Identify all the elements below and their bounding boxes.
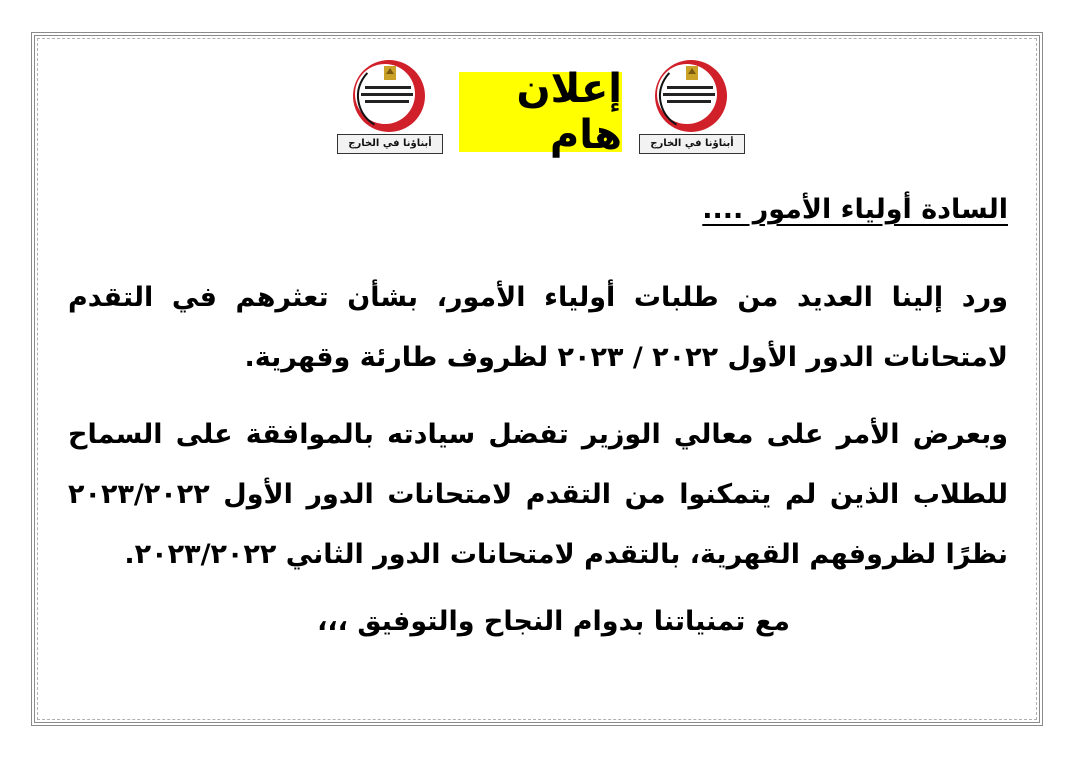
announcement-title: إعلان هام xyxy=(459,72,622,152)
paragraph-1-line: لامتحانات الدور الأول ٢٠٢٢ / ٢٠٢٣ لظروف طارئة وقهرية. xyxy=(244,342,1008,373)
paragraph-2-line: وبعرض الأمر على معالي الوزير تفضل سيادته بالموافقة على السماح xyxy=(68,419,1008,450)
closing-line: مع تمنياتنا بدوام النجاح والتوفيق ،،، xyxy=(317,606,790,637)
ministry-logo-right xyxy=(637,54,745,154)
logo-caption-left: أبناؤنا في الخارج xyxy=(337,134,443,154)
ministry-emblem-icon xyxy=(637,54,745,134)
ministry-emblem-icon xyxy=(335,54,443,134)
paragraph-2 xyxy=(68,405,1008,585)
paragraph-2-line: نظرًا لظروفهم القهرية، بالتقدم لامتحانات الدور الثاني ٢٠٢٣/٢٠٢٢. xyxy=(124,539,1008,570)
ministry-logo-left xyxy=(335,54,443,154)
paragraph-1 xyxy=(68,268,1008,388)
logo-caption-right: أبناؤنا في الخارج xyxy=(639,134,745,154)
paragraph-1-line: ورد إلينا العديد من طلبات أولياء الأمور، بشأن تعثرهم في التقدم xyxy=(68,282,1008,313)
salutation: السادة أولياء الأمور .... xyxy=(702,194,1008,225)
paragraph-2-line: للطلاب الذين لم يتمكنوا من التقدم لامتحانات الدور الأول ٢٠٢٣/٢٠٢٢ xyxy=(68,479,1008,510)
